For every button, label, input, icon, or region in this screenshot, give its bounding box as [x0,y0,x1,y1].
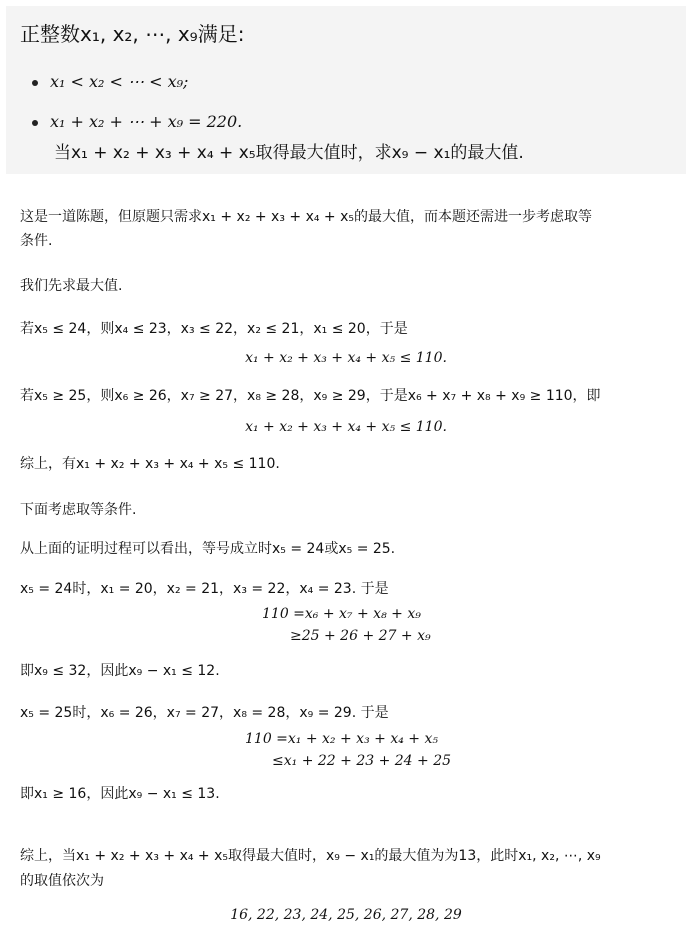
condition-text-2: x₁ + x₂ + ⋯ + x₉ = 220. [50,112,243,131]
case-25-derivation-2: ≤x₁ + 22 + 23 + 24 + 25 [272,753,452,769]
intro-line-2: 条件. [20,233,53,249]
case-25-result: 即x₁ ≥ 16，因此x₉ − x₁ ≤ 13. [20,786,220,802]
case-b-equation: x₁ + x₂ + x₃ + x₄ + x₅ ≤ 110. [245,419,447,435]
case-25-line: x₅ = 25时，x₆ = 26，x₇ = 27，x₈ = 28，x₉ = 29. 于是 [20,705,389,721]
proof-note-line: 从上面的证明过程可以看出，等号成立时x₅ = 24或x₅ = 25. [20,541,396,557]
problem-question: 当x₁ + x₂ + x₃ + x₄ + x₅取得最大值时，求x₉ − x₁的最大值. [54,143,524,163]
problem-box [6,6,686,174]
intro-line-1: 这是一道陈题，但原题只需求x₁ + x₂ + x₃ + x₄ + x₅的最大值，而本题还需进一步考虑取等 [20,209,593,225]
bullet-dot-icon [32,80,38,86]
first-max-line: 我们先求最大值. [20,278,123,294]
case-b-line: 若x₅ ≥ 25，则x₆ ≥ 26，x₇ ≥ 27，x₈ ≥ 28，x₉ ≥ 29，于是x₆ + x₇ + x₈ + x₉ ≥ 110，即 [20,388,601,404]
case-24-line: x₅ = 24时，x₁ = 20，x₂ = 21，x₃ = 22，x₄ = 23. 于是 [20,581,389,597]
case-24-derivation-2: ≥25 + 26 + 27 + x₉ [290,628,431,644]
case-24-result: 即x₉ ≤ 32，因此x₉ − x₁ ≤ 12. [20,663,220,679]
problem-title: 正整数x₁, x₂, ⋯, x₉满足: [20,22,245,46]
case-a-line: 若x₅ ≤ 24，则x₄ ≤ 23，x₃ ≤ 22，x₂ ≤ 21，x₁ ≤ 20，于是 [20,321,408,337]
case-24-derivation-1: 110 =x₆ + x₇ + x₈ + x₉ [262,606,421,622]
case-a-equation: x₁ + x₂ + x₃ + x₄ + x₅ ≤ 110. [245,350,447,366]
condition-item-1 [32,72,188,91]
solution-body [0,182,692,935]
final-values: 16, 22, 23, 24, 25, 26, 27, 28, 29 [230,907,462,923]
final-line-1: 综上，当x₁ + x₂ + x₃ + x₄ + x₅取得最大值时，x₉ − x₁的最大值为为13，此时x₁, x₂, ⋯, x₉ [20,848,601,864]
bullet-dot-icon [32,120,38,126]
summary-line: 综上，有x₁ + x₂ + x₃ + x₄ + x₅ ≤ 110. [20,456,280,472]
condition-item-2 [32,112,242,131]
consider-equality-line: 下面考虑取等条件. [20,502,137,518]
final-line-2: 的取值依次为 [20,873,104,889]
case-25-derivation-1: 110 =x₁ + x₂ + x₃ + x₄ + x₅ [245,731,438,747]
condition-text-1: x₁ < x₂ < ⋯ < x₉; [50,72,189,91]
